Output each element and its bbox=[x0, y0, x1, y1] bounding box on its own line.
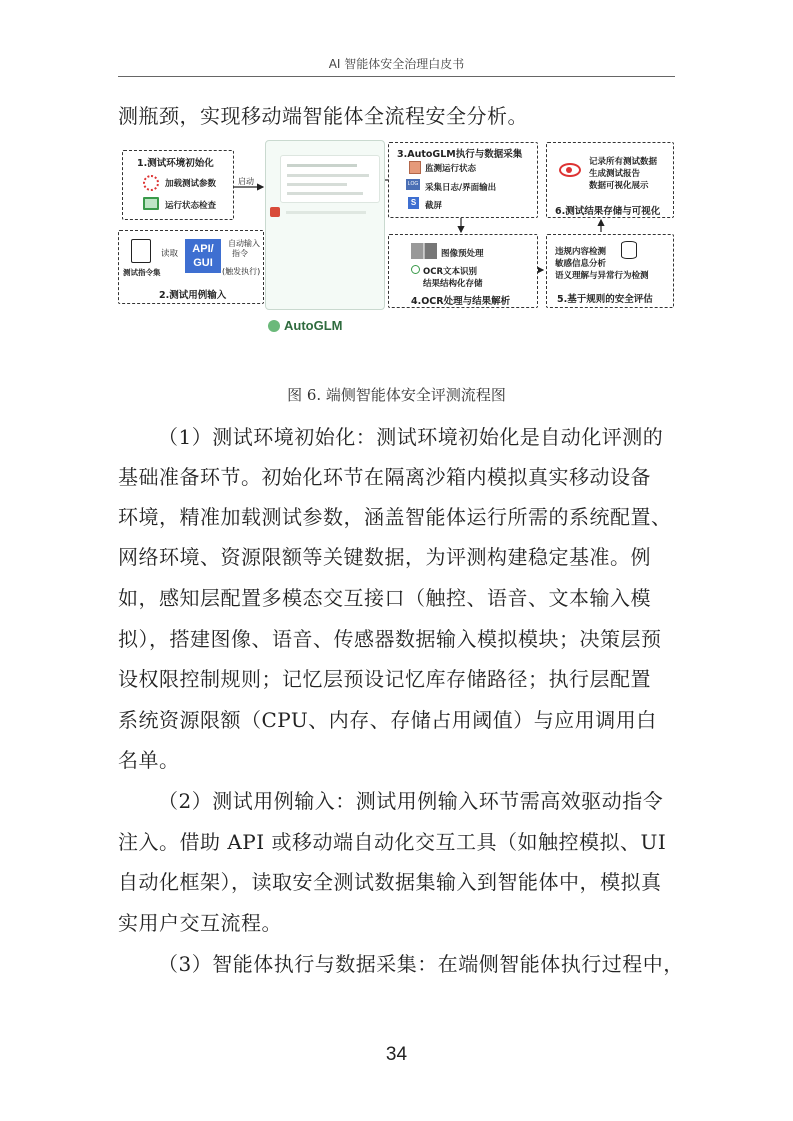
phone-screenshot bbox=[265, 140, 385, 310]
autoglm-logo-icon bbox=[268, 320, 280, 332]
box-env-init-item-2: 运行状态检查 bbox=[165, 201, 217, 211]
box-env-init-title: 1.测试环境初始化 bbox=[137, 158, 214, 169]
arrow-start-label: 启动 bbox=[238, 177, 254, 186]
box-exec-collect bbox=[388, 142, 538, 218]
paragraph-line: 实用户交互流程。 bbox=[118, 911, 282, 935]
figure-caption: 图 6. 端侧智能体安全评测流程图 bbox=[287, 386, 506, 404]
log-badge-icon: LOG bbox=[406, 179, 420, 190]
arrow-auto-label-3: (触发执行) bbox=[222, 267, 261, 276]
paragraph-line: （1）测试环境初始化：测试环境初始化是自动化评测的 bbox=[158, 425, 664, 449]
autoglm-logo-text: AutoGLM bbox=[284, 318, 343, 333]
arrow-auto-label-1: 自动输入 bbox=[228, 239, 260, 248]
box-rule-eval-item-1: 违规内容检测 bbox=[555, 247, 607, 257]
box-rule-eval-item-3: 语义理解与异常行为检测 bbox=[555, 271, 649, 281]
box-store-visualize-item-2: 生成测试报告 bbox=[589, 169, 641, 179]
database-icon bbox=[621, 241, 637, 259]
header-rule bbox=[118, 76, 675, 77]
box-env-init-item-1: 加载测试参数 bbox=[165, 179, 217, 189]
box-exec-collect-title: 3.AutoGLM执行与数据采集 bbox=[397, 149, 523, 160]
box-ocr-title: 4.OCR处理与结果解析 bbox=[411, 296, 511, 307]
loading-spinner-icon bbox=[143, 175, 159, 191]
gui-label: GUI bbox=[193, 257, 213, 269]
box-case-input-title: 2.测试用例输入 bbox=[159, 290, 227, 301]
page-number: 34 bbox=[385, 1044, 408, 1065]
phone-card bbox=[280, 155, 380, 203]
arrow-auto-label-2: 指令 bbox=[232, 249, 248, 258]
paragraph-line: 系统资源限额（CPU、内存、存储占用阈值）与应用调用白 bbox=[118, 708, 657, 732]
box-store-visualize bbox=[546, 142, 674, 218]
clipboard-icon bbox=[131, 239, 151, 263]
box-rule-eval-item-2: 敏感信息分析 bbox=[555, 259, 607, 269]
running-header: AI 智能体安全治理白皮书 bbox=[328, 57, 465, 71]
box-store-visualize-item-1: 记录所有测试数据 bbox=[589, 157, 658, 167]
magnifier-icon bbox=[411, 265, 420, 274]
paragraph-line: 注入。借助 API 或移动端自动化交互工具（如触控模拟、UI bbox=[118, 830, 667, 854]
paragraph-line: 基础准备环节。初始化环节在隔离沙箱内模拟真实移动设备 bbox=[118, 465, 651, 489]
paragraph-line: 拟），搭建图像、语音、传感器数据输入模拟模块；决策层预 bbox=[118, 627, 662, 651]
app-icon bbox=[270, 207, 280, 217]
paragraph-line: 自动化框架），读取安全测试数据集输入到智能体中，模拟真 bbox=[118, 870, 662, 894]
paragraph-line: 网络环境、资源限额等关键数据，为评测构建稳定基准。例 bbox=[118, 545, 651, 569]
intro-line: 测瓶颈，实现移动端智能体全流程安全分析。 bbox=[118, 104, 528, 128]
paragraph-line: 环境，精准加载测试参数，涵盖智能体运行所需的系统配置、 bbox=[118, 505, 672, 529]
box-ocr-item-1: 图像预处理 bbox=[441, 249, 484, 259]
eye-icon bbox=[559, 163, 581, 177]
monitor-icon bbox=[143, 197, 159, 210]
box-ocr bbox=[388, 234, 538, 308]
box-exec-collect-item-2: 采集日志/界面输出 bbox=[425, 183, 497, 193]
box-store-visualize-title: 6.测试结果存储与可视化 bbox=[555, 206, 661, 217]
paragraph-line: 名单。 bbox=[118, 748, 180, 772]
paragraph-line: 如，感知层配置多模态交互接口（触控、语音、文本输入模 bbox=[118, 586, 651, 610]
image-icon bbox=[411, 243, 437, 259]
paragraph-line: （2）测试用例输入：测试用例输入环节需高效驱动指令 bbox=[158, 789, 664, 813]
flow-diagram bbox=[118, 140, 678, 340]
api-gui-badge bbox=[185, 239, 221, 273]
paragraph-line: 设权限控制规则；记忆层预设记忆库存储路径；执行层配置 bbox=[118, 667, 651, 691]
box-exec-collect-item-3: 截屏 bbox=[425, 201, 443, 211]
box-exec-collect-item-1: 监测运行状态 bbox=[425, 164, 477, 174]
log-file-icon bbox=[409, 161, 421, 174]
box-ocr-item-3: 结果结构化存储 bbox=[423, 279, 483, 289]
box-env-init bbox=[122, 150, 234, 220]
api-label: API/ bbox=[192, 243, 214, 255]
screenshot-icon: S bbox=[408, 197, 419, 209]
box-rule-eval-title: 5.基于规则的安全评估 bbox=[557, 294, 653, 305]
box-case-input-item-1: 测试指令集 bbox=[123, 268, 161, 277]
paragraph-line: （3）智能体执行与数据采集：在端侧智能体执行过程中， bbox=[158, 952, 684, 976]
box-store-visualize-item-3: 数据可视化展示 bbox=[589, 181, 649, 191]
box-case-input-item-2: 读取 bbox=[161, 249, 179, 259]
box-ocr-item-2: OCR文本识别 bbox=[423, 267, 478, 277]
box-rule-eval bbox=[546, 234, 674, 308]
